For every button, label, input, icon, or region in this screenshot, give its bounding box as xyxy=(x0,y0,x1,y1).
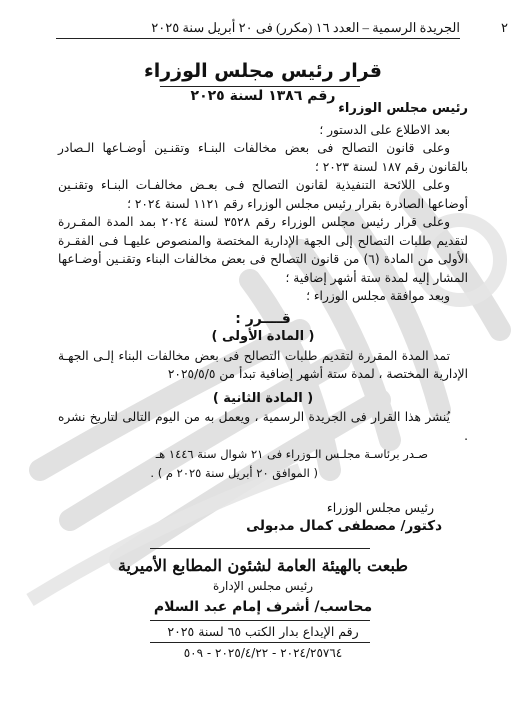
decree-number: رقم ١٣٨٦ لسنة ٢٠٢٥ xyxy=(190,88,336,104)
article-2-text: يُنشر هذا القرار فى الجريدة الرسمية ، ويعمل به من اليوم التالى لتاريخ نشره . xyxy=(58,410,468,443)
title-underline xyxy=(160,86,360,87)
press-divider xyxy=(150,548,370,549)
issuer-heading: رئيس مجلس الوزراء xyxy=(338,101,468,116)
preamble-paragraph: بعد الاطلاع على الدستور ؛ xyxy=(319,122,450,137)
decision-heading: قــــرر : xyxy=(235,310,291,327)
preamble-paragraph: وعلى قانون التصالح فى بعض مخالفات البنـاء وتقنـين أوضـاعها الـصادر بالقانون رقم ١٨٧ لسنة ٢٠٢٣ ؛ xyxy=(58,141,468,174)
gregorian-date: ( الموافق ٢٠ أبريل سنة ٢٠٢٥ م ) . xyxy=(150,465,318,480)
signer-role: رئيس مجلس الوزراء xyxy=(326,500,434,515)
printer-name: محاسب/ أشرف إمام عبد السلام xyxy=(153,599,373,615)
printer-role: رئيس مجلس الإدارة xyxy=(212,579,314,593)
article-2-title: ( المادة الثانية ) xyxy=(212,390,314,406)
codes-divider xyxy=(150,642,370,643)
preamble-paragraph: وبعد موافقة مجلس الوزراء ؛ xyxy=(306,289,450,303)
signer-name: دكتور/ مصطفى كمال مدبولى xyxy=(246,518,442,534)
printer-title: طبعت بالهيئة العامة لشئون المطابع الأميرية xyxy=(117,556,409,575)
article-1-text: تمد المدة المقررة لتقديم طلبات التصالح فى بعض مخالفات البناء إلـى الجهـة الإدارية المختصة ، لمدة ستة أشهر إضافية تبدأ من ٢٠٢٥/٥/٥ xyxy=(58,348,468,381)
page-number: ٢ xyxy=(501,20,508,35)
preamble-paragraph: وعلى قرار رئيس مجلس الوزراء رقم ٣٥٢٨ لسنة ٢٠٢٤ بمد المدة المقـررة لتقديم طلبات التصالح إلى الجهة الإدارية المختصة والمنصوص عليهـا فـى الفقـرة الأولى من المادة (٦) من قانون التصالح فى بعض مخالفات البناء وتقنـين أوضـاعها المشار إليه لمدة ستة أشهر إضافية ؛ xyxy=(58,215,468,285)
print-codes: ٢٠٢٤/٢٥٧٦٤ - ٢٠٢٥/٤/٢٢ - ٥٠٩ xyxy=(183,646,343,660)
page-header xyxy=(56,20,508,36)
gazette-header-line: الجريدة الرسمية – العدد ١٦ (مكرر) فى ٢٠ أبريل سنة ٢٠٢٥ xyxy=(151,20,460,35)
deposit-number: رقم الإيداع بدار الكتب ٦٥ لسنة ٢٠٢٥ xyxy=(167,624,359,639)
header-divider xyxy=(56,38,460,39)
decree-title: قرار رئيس مجلس الوزراء xyxy=(144,60,382,82)
issued-at: صـدر برئاسـة مجلـس الـوزراء فى ٢١ شوال سنة ١٤٤٦ هـ xyxy=(155,447,428,461)
article-1-title: ( المادة الأولى ) xyxy=(211,329,315,344)
decree-body xyxy=(58,100,468,482)
preamble-paragraph: وعلى اللائحة التنفيذية لقانون التصالح فـى بعـض مخالفـات البنـاء وتقنـين أوضاعها الصادرة بقرار رئيس مجلس الوزراء رقم ١١٢١ لسنة ٢٠٢٤ ؛ xyxy=(58,178,468,211)
deposit-divider xyxy=(150,620,370,621)
